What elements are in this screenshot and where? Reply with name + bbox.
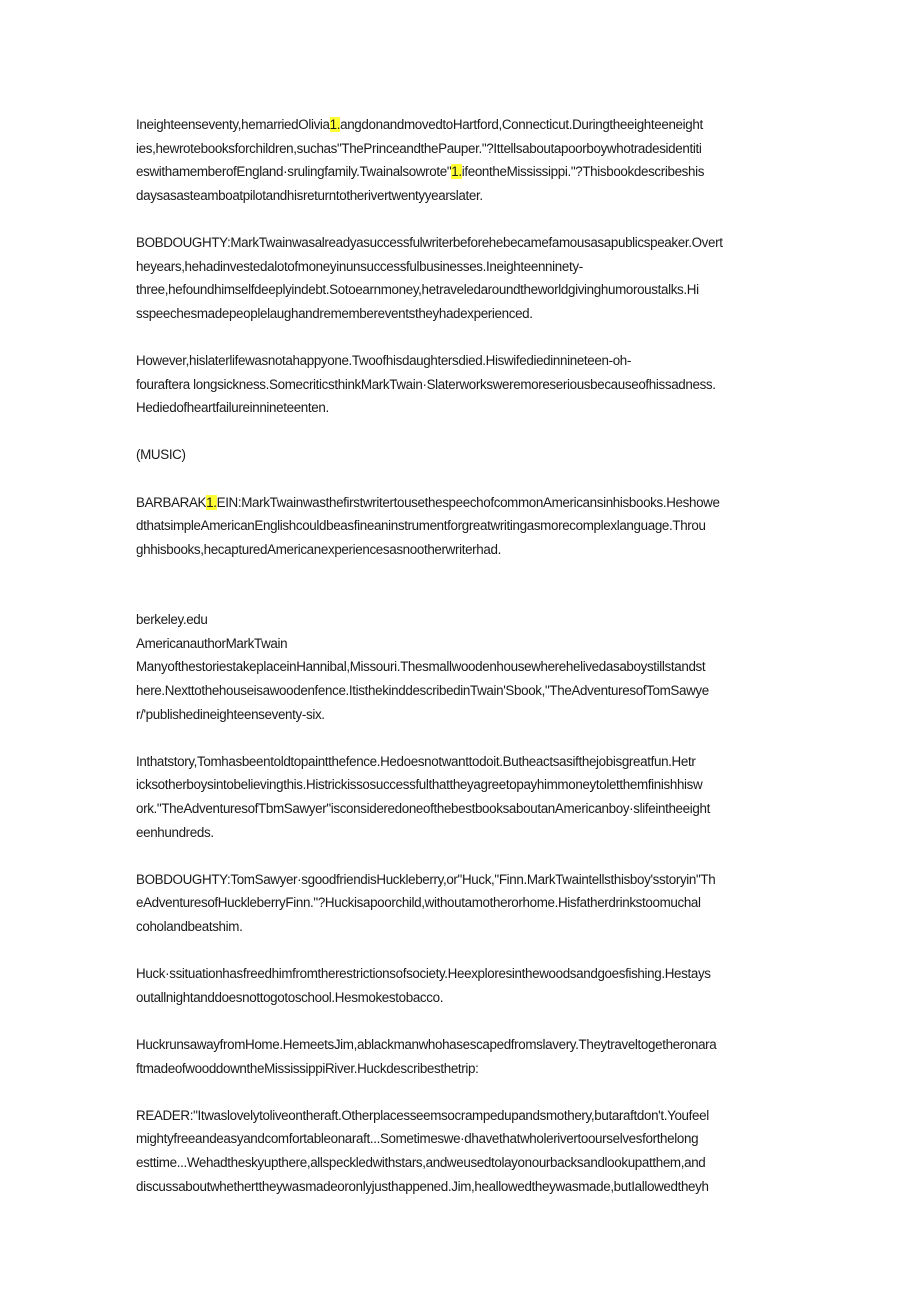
- highlighted-text: 1.: [206, 494, 217, 510]
- text-line: [136, 915, 786, 939]
- text-segment: three,hefoundhimselfdeeplyindebt.Sotoearnmoney,hetraveledaroundtheworldgivinghumoroustalks.Hi: [136, 282, 699, 298]
- text-paragraph: [136, 113, 786, 207]
- text-segment: Ineighteenseventy,hemarriedOlivia: [136, 117, 330, 132]
- document-page: [136, 113, 786, 1222]
- text-paragraph: [136, 962, 786, 1009]
- text-line: [136, 113, 786, 137]
- text-line: [136, 538, 786, 562]
- text-segment: HuckrunsawayfromHome.HemeetsJim,ablackmanwhohasescapedfromslavery.Theytraveltogetheronara: [136, 1036, 717, 1052]
- text-line: [136, 231, 786, 255]
- text-line: [136, 1033, 786, 1057]
- text-line: [136, 491, 786, 515]
- text-segment: r/'publishedineighteenseventy-six.: [136, 706, 325, 722]
- text-line: [136, 137, 786, 161]
- text-paragraph: [136, 750, 786, 844]
- text-line: [136, 891, 786, 915]
- text-segment: icksotherboysintobelievingthis.Histrickissosuccessfulthattheyagreetopayhimmoneytoletthemfinishhisw: [136, 777, 703, 793]
- text-line: [136, 703, 786, 727]
- text-line: [136, 443, 786, 467]
- text-segment: angdonandmovedtoHartford,Connecticut.Duringtheeighteeneight: [340, 117, 703, 132]
- text-line: [136, 302, 786, 326]
- text-line: [136, 396, 786, 420]
- text-paragraph: [136, 349, 786, 420]
- text-paragraph: [136, 608, 786, 726]
- text-segment: esttime...Wehadtheskyupthere,allspeckledwithstars,andweusedtolayonourbacksandlookupatthem,and: [136, 1154, 706, 1170]
- text-paragraph: [136, 231, 786, 325]
- text-segment: ftmadeofwooddowntheMississippiRiver.Huckdescribesthetrip:: [136, 1060, 479, 1076]
- text-segment: AmericanauthorMarkTwain: [136, 635, 288, 651]
- text-paragraph: [136, 1033, 786, 1080]
- text-line: [136, 868, 786, 892]
- text-segment: Huck·ssituationhasfreedhimfromtherestrictionsofsociety.Heexploresinthewoodsandgoesfishing.Hestays: [136, 966, 711, 982]
- text-paragraph: [136, 1104, 786, 1198]
- text-line: [136, 632, 786, 656]
- text-segment: here.Nexttothehouseisawoodenfence.ItisthekinddescribedinTwain'Sbook,"TheAdventuresofTomSawye: [136, 683, 709, 699]
- text-paragraph: [136, 868, 786, 939]
- text-line: [136, 821, 786, 845]
- text-line: [136, 797, 786, 821]
- text-segment: READER:"Itwaslovelytoliveontheraft.Otherplacesseemsocrampedupandsmothery,butaraftdon't.Youfeel: [136, 1107, 709, 1123]
- text-segment: ifeontheMississippi."?Thisbookdescribeshis: [461, 164, 705, 180]
- text-line: [136, 750, 786, 774]
- text-line: [136, 655, 786, 679]
- text-segment: coholandbeatshim.: [136, 919, 243, 934]
- text-segment: mightyfreeandeasyandcomfortableonaraft...Sometimeswe·dhavethatwholerivertoourselvesforthelong: [136, 1131, 699, 1147]
- highlighted-text: 1.: [451, 164, 462, 180]
- text-segment: eAdventuresofHuckleberryFinn."?Huckisapoorchild,withoutamotherorhome.Hisfatherdrinkstoomuchal: [136, 895, 701, 911]
- text-line: [136, 608, 786, 632]
- text-line: [136, 1127, 786, 1151]
- text-segment: ManyofthestoriestakeplaceinHannibal,Missouri.Thesmallwoodenhousewherehelivedasaboystillstandst: [136, 659, 706, 675]
- text-segment: BOBDOUGHTY:TomSawyer·sgoodfriendisHuckleberry,or"Huck,"Finn.MarkTwaintellsthisboy'sstoryin"Th: [136, 871, 716, 887]
- text-segment: ghhisbooks,hecapturedAmericanexperiencesasnootherwriterhad.: [136, 541, 501, 557]
- text-line: [136, 1057, 786, 1081]
- text-line: [136, 184, 786, 208]
- text-segment: eswithamemberofEngland·srulingfamily.Twainalsowrote": [136, 164, 452, 180]
- text-line: [136, 255, 786, 279]
- text-line: [136, 679, 786, 703]
- text-segment: BARBARAK: [136, 494, 207, 510]
- text-segment: However,hislaterlifewasnotahappyone.Twoofhisdaughtersdied.Hiswifediedinnineteen-oh-: [136, 352, 631, 368]
- text-paragraph: [136, 443, 786, 467]
- text-paragraph: [136, 491, 786, 562]
- text-line: [136, 514, 786, 538]
- text-line: [136, 962, 786, 986]
- text-segment: (MUSIC): [136, 447, 186, 463]
- text-segment: ies,hewrotebooksforchildren,suchas"ThePrinceandthePauper."?Ittellsaboutapoorboywhotradesidentiti: [136, 140, 702, 156]
- text-line: [136, 1175, 786, 1199]
- text-segment: BOBDOUGHTY:MarkTwainwasalreadyasuccessfulwriterbeforehebecamefamousasapublicspeaker.Overt: [136, 234, 723, 250]
- text-segment: heyears,hehadinvestedalotofmoneyinunsuccessfulbusinesses.Ineighteenninety-: [136, 258, 583, 274]
- text-segment: discussaboutwhetherttheywasmadeoronlyjusthappened.Jim,heallowedtheywasmade,butIallowedtheyh: [136, 1178, 709, 1194]
- text-segment: Hediedofheartfailureinnineteenten.: [136, 400, 329, 416]
- text-segment: outallnightanddoesnottogotoschool.Hesmokestobacco.: [136, 989, 444, 1005]
- text-line: [136, 986, 786, 1010]
- text-line: [136, 373, 786, 397]
- text-segment: sspeechesmadepeoplelaughandremembereventstheyhadexperienced.: [136, 305, 533, 321]
- text-line: [136, 1151, 786, 1175]
- text-line: [136, 278, 786, 302]
- text-segment: Inthatstory,Tomhasbeentoldtopaintthefence.Hedoesnotwanttodoit.Butheactsasifthejobisgreatfun.Hetr: [136, 753, 696, 769]
- text-line: [136, 349, 786, 373]
- highlighted-text: 1.: [329, 117, 341, 132]
- text-line: [136, 773, 786, 797]
- text-segment: berkeley.edu: [136, 612, 208, 628]
- text-segment: dthatsimpleAmericanEnglishcouldbeasfineaninstrumentforgreatwritingasmorecomplexlanguage.Throu: [136, 518, 706, 534]
- text-line: [136, 1104, 786, 1128]
- text-segment: fouraftera longsickness.SomecriticsthinkMarkTwain·Slaterworksweremoreseriousbecauseofhissadness.: [136, 376, 716, 392]
- text-line: [136, 160, 786, 184]
- text-segment: daysasasteamboatpilotandhisreturntotherivertwentyyearslater.: [136, 187, 483, 203]
- text-segment: ork."TheAdventuresofTbmSawyer"isconsideredoneofthebestbooksaboutanAmericanboy·slifeintheeight: [136, 801, 710, 817]
- text-segment: EIN:MarkTwainwasthefirstwritertousethespeechofcommonAmericansinhisbooks.Heshowe: [216, 494, 720, 510]
- text-segment: eenhundreds.: [136, 824, 214, 840]
